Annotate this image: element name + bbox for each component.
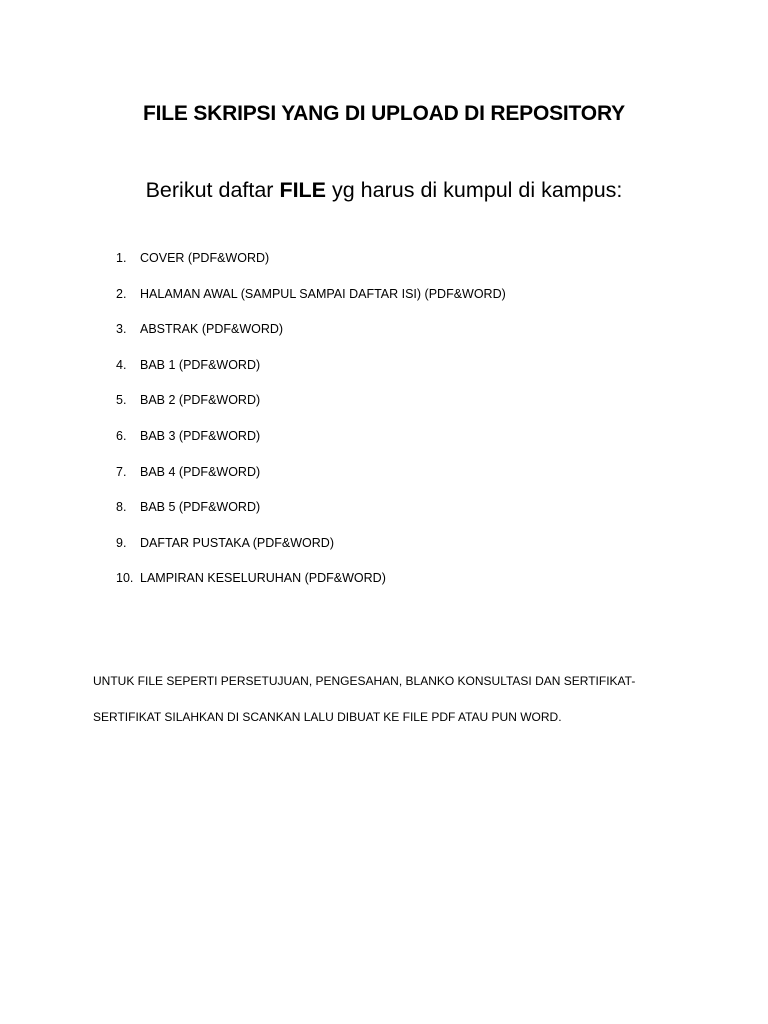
list-item-text: BAB 3 (PDF&WORD) bbox=[140, 428, 261, 443]
list-item bbox=[116, 465, 506, 501]
list-item-number: 2. bbox=[116, 286, 127, 301]
list-item bbox=[116, 571, 506, 607]
list-item-text: BAB 5 (PDF&WORD) bbox=[140, 500, 261, 515]
list-item-number: 7. bbox=[116, 464, 127, 479]
list-item bbox=[116, 322, 506, 358]
note-line: UNTUK FILE SEPERTI PERSETUJUAN, PENGESAHAN, BLANKO KONSULTASI DAN SERTIFIKAT- bbox=[93, 674, 636, 688]
list-item bbox=[116, 500, 506, 536]
list-item-number: 6. bbox=[116, 428, 127, 443]
file-list bbox=[116, 251, 506, 607]
list-item-number: 4. bbox=[116, 357, 127, 372]
list-item-number: 9. bbox=[116, 535, 127, 550]
list-item-text: LAMPIRAN KESELURUHAN (PDF&WORD) bbox=[140, 571, 386, 586]
list-item-text: BAB 4 (PDF&WORD) bbox=[140, 464, 261, 479]
intro-text-after: yg harus di kumpul di kampus: bbox=[326, 178, 623, 202]
list-item bbox=[116, 429, 506, 465]
list-item-number: 10. bbox=[116, 571, 134, 586]
list-item bbox=[116, 536, 506, 572]
list-item-number: 1. bbox=[116, 251, 127, 265]
intro-text-bold: FILE bbox=[279, 178, 327, 202]
note-line: SERTIFIKAT SILAHKAN DI SCANKAN LALU DIBUAT KE FILE PDF ATAU PUN WORD. bbox=[93, 710, 562, 724]
document-title: FILE SKRIPSI YANG DI UPLOAD DI REPOSITORY bbox=[143, 102, 625, 125]
list-item bbox=[116, 287, 506, 323]
list-item-number: 8. bbox=[116, 500, 127, 515]
list-item-number: 5. bbox=[116, 393, 127, 408]
list-item-text: BAB 2 (PDF&WORD) bbox=[140, 393, 261, 408]
list-item-text: COVER (PDF&WORD) bbox=[140, 251, 270, 265]
list-item bbox=[116, 393, 506, 429]
intro-line bbox=[0, 178, 768, 203]
list-item bbox=[116, 251, 506, 287]
list-item-text: HALAMAN AWAL (SAMPUL SAMPAI DAFTAR ISI) (PDF&WORD) bbox=[140, 286, 506, 301]
list-item-text: BAB 1 (PDF&WORD) bbox=[140, 357, 261, 372]
list-item bbox=[116, 358, 506, 394]
list-item-number: 3. bbox=[116, 322, 127, 337]
list-item-text: DAFTAR PUSTAKA (PDF&WORD) bbox=[140, 535, 334, 550]
intro-text-before: Berikut daftar bbox=[145, 178, 280, 202]
list-item-text: ABSTRAK (PDF&WORD) bbox=[140, 322, 284, 337]
